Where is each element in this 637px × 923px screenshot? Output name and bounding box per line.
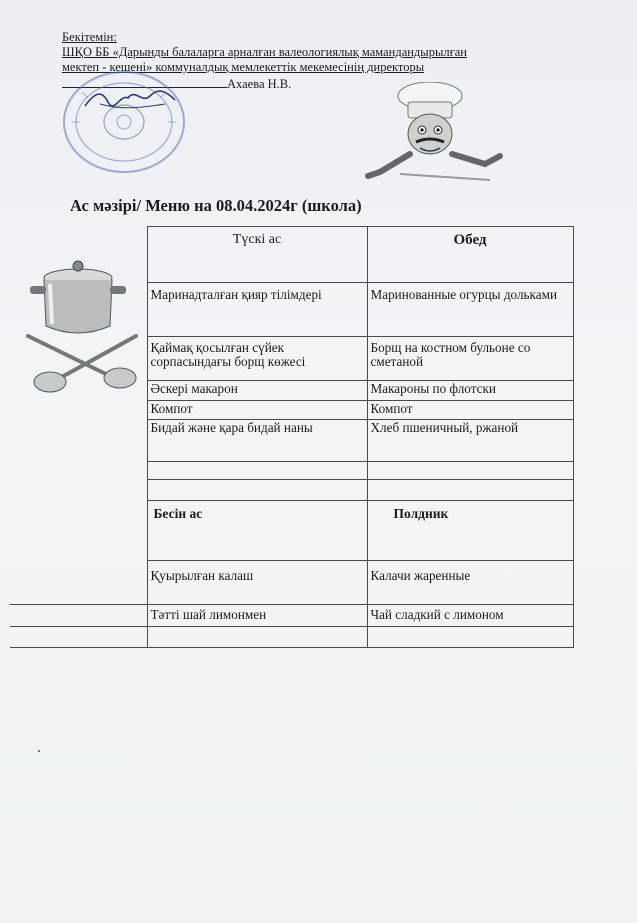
approval-org-line-1: ШҚО ББ «Дарынды балаларга арналған валеологиялық мамандандырылған (62, 45, 467, 59)
table-row (10, 627, 573, 648)
dish-ru: Компот (367, 401, 573, 420)
dish-ru: Маринованные огурцы дольками (367, 283, 573, 337)
dish-kz: Қаймақ қосылған сүйек сорпасындағы борщ көжесі (147, 337, 367, 381)
dish-ru: Чай сладкий с лимоном (367, 605, 573, 627)
empty-cell (367, 462, 573, 480)
empty-cell (147, 462, 367, 480)
chef-illustration-icon (360, 82, 510, 192)
dish-ru: Калачи жаренные (367, 561, 573, 605)
menu-heading: Ас мәзірі/ Меню на 08.04.2024г (школа) (70, 196, 362, 215)
approval-title: Бекітемін: (62, 30, 117, 44)
cooking-pot-illustration-icon (20, 248, 145, 398)
dish-kz: Компот (147, 401, 367, 420)
snack-header-ru: Полдник (367, 501, 573, 561)
lunch-header-kz: Түскі ас (147, 227, 367, 283)
dish-kz: Қуырылған калаш (147, 561, 367, 605)
dish-kz: Әскері макарон (147, 381, 367, 401)
table-row (10, 605, 573, 627)
empty-cell (367, 627, 573, 648)
dish-kz: Бидай және қара бидай наны (147, 420, 367, 462)
approval-org-line-2: мектеп - кешені» коммуналдық мемлекеттік мекемесінің директоры (62, 60, 425, 74)
snack-header-kz: Бесін ас (147, 501, 367, 561)
official-stamp-icon (52, 62, 188, 174)
empty-cell (367, 480, 573, 501)
empty-cell (147, 627, 367, 648)
dish-ru: Макароны по флотски (367, 381, 573, 401)
empty-cell (10, 605, 147, 627)
empty-cell (147, 480, 367, 501)
director-name: Ахаева Н.В. (227, 77, 292, 91)
lunch-header-ru: Обед (367, 227, 573, 283)
dish-kz: Тәтті шай лимонмен (147, 605, 367, 627)
dish-ru: Борщ на костном бульоне со сметаной (367, 337, 573, 381)
dish-ru: Хлеб пшеничный, ржаной (367, 420, 573, 462)
empty-cell (10, 627, 147, 648)
page-speck (38, 750, 40, 752)
signature-scribble-icon (80, 84, 180, 114)
dish-kz: Маринадталған қияр тілімдері (147, 283, 367, 337)
